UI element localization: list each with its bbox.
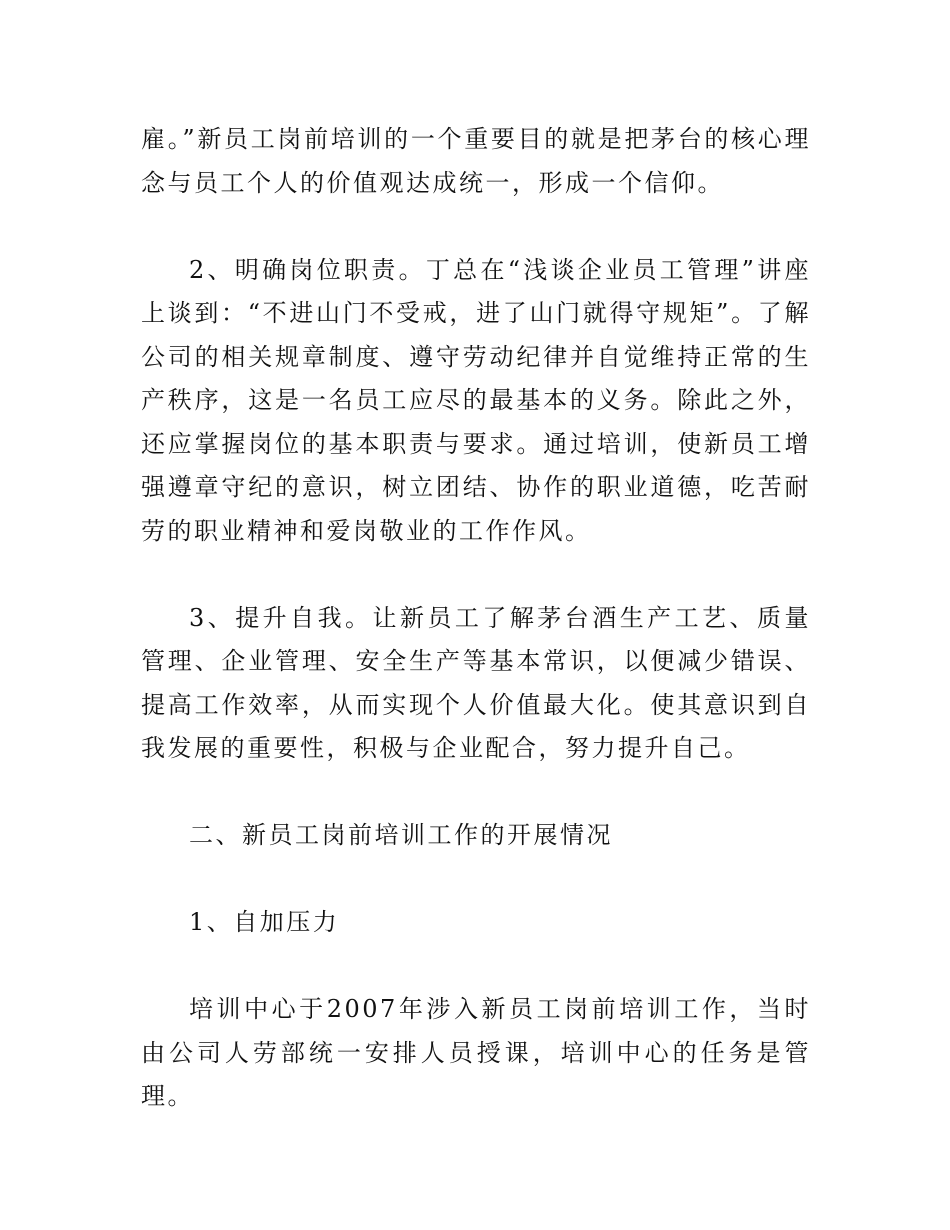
paragraph-core-values: 雇。”新员工岗前培训的一个重要目的就是把茅台的核心理念与员工个人的价值观达成统一，形成一个信仰。 <box>141 125 811 197</box>
paragraph-self-improvement: 3、提升自我。让新员工了解茅台酒生产工艺、质量管理、企业管理、安全生产等基本常识，以便减少错误、提高工作效率，从而实现个人价值最大化。使其意识到自我发展的重要性，积极与企业配合，努力提升自己。 <box>141 603 811 762</box>
document-body <box>141 118 811 1162</box>
paragraph-training-center: 培训中心于2007年涉入新员工岗前培训工作，当时由公司人劳部统一安排人员授课，培训中心的任务是管理。 <box>141 995 811 1110</box>
section-heading: 二、新员工岗前培训工作的开展情况 <box>189 821 613 849</box>
paragraph-job-duties: 2、明确岗位职责。丁总在“浅谈企业员工管理”讲座上谈到：“不进山门不受戒，进了山门就得守规矩”。了解公司的相关规章制度、遵守劳动纪律并自觉维持正常的生产秩序，这是一名员工应尽的最基本的义务。除此之外，还应掌握岗位的基本职责与要求。通过培训，使新员工增强遵章守纪的意识，树立团结、协作的职业道德，吃苦耐劳的职业精神和爱岗敬业的工作作风。 <box>141 255 811 545</box>
subsection-heading: 1、自加压力 <box>189 908 340 936</box>
